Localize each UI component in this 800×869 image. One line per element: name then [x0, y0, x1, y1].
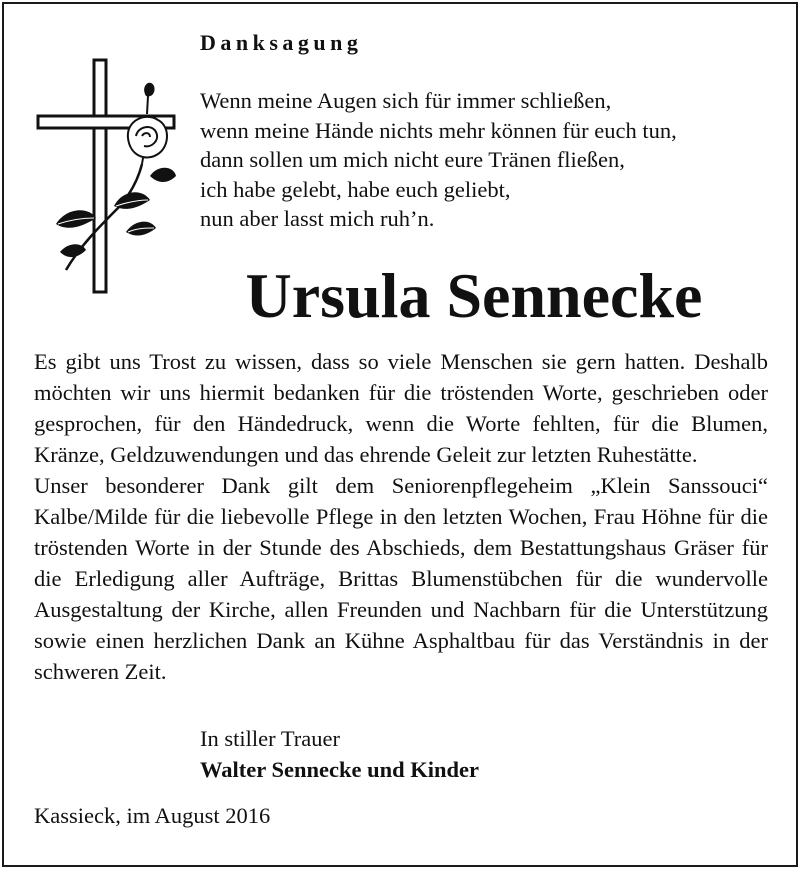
deceased-name: Ursula Sennecke	[245, 260, 703, 331]
closing-line: In stiller Trauer	[200, 726, 340, 751]
poem-line: ich habe gelebt, habe euch geliebt,	[200, 176, 511, 202]
body-paragraph: Es gibt uns Trost zu wissen, dass so viele Menschen sie gern hatten. Deshalb möchten wir uns hiermit bedanken für die tröstenden Worte, geschrieben oder gesprochen, für den Händedruck, wenn die Worte fehlten, für die Blumen, Kränze, Geldzuwendungen und das ehrende Geleit zur letzten Ruhestätte.	[34, 349, 768, 467]
notice-heading: Danksagung	[200, 30, 363, 55]
closing-block	[200, 723, 479, 785]
poem-line: wenn meine Hände nichts mehr können für euch tun,	[200, 117, 677, 143]
poem	[200, 86, 677, 234]
poem-line: Wenn meine Augen sich für immer schließen,	[200, 88, 612, 113]
poem-line: dann sollen um mich nicht eure Tränen fließen,	[200, 147, 625, 172]
body-paragraph: Unser besonderer Dank gilt dem Seniorenpflegeheim „Klein Sanssouci“ Kalbe/Milde für die liebevolle Pflege in den letzten Wochen, Frau Höhne für die tröstenden Worte in der Stunde des Abschieds, dem Bestattungshaus Gräser für die Erledigung aller Aufträge, Brittas Blumenstübchen für die wundervolle Ausgestaltung der Kirche, allen Freunden und Nachbarn für die Unterstützung sowie einen herzlichen Dank an Kühne Asphaltbau für das Verständnis in der schweren Zeit.	[34, 473, 768, 684]
poem-line: nun aber lasst mich ruh’n.	[200, 206, 435, 231]
signer: Walter Sennecke und Kinder	[200, 757, 479, 782]
place-date: Kassieck, im August 2016	[34, 803, 271, 828]
notice-body	[34, 346, 768, 687]
